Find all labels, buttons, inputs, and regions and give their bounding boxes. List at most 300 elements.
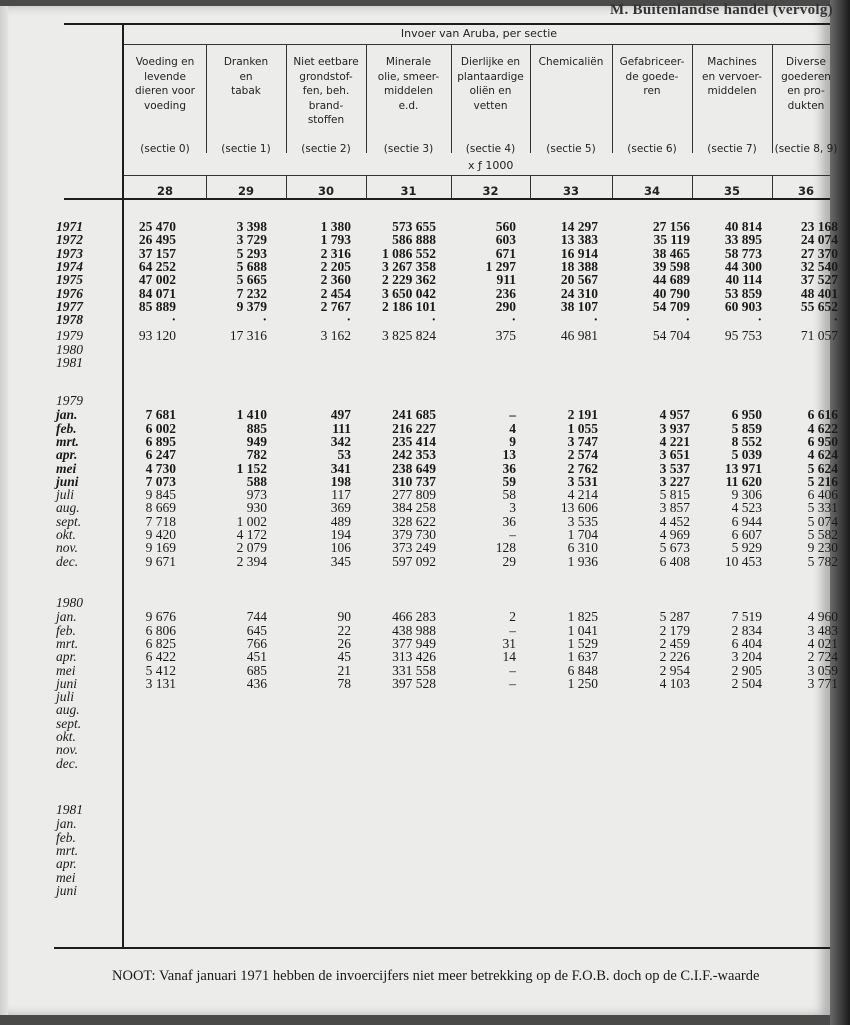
table-cell: 8 669: [145, 500, 176, 516]
row-label: mei: [56, 662, 76, 678]
table-cell: 128: [495, 540, 516, 556]
column-number: 33: [562, 184, 579, 198]
table-cell: 345: [330, 553, 351, 569]
row-label: sept.: [56, 513, 82, 529]
table-cell: 9 671: [145, 553, 176, 569]
table-cell: 5 287: [659, 609, 690, 625]
table-cell: 2 316: [320, 245, 351, 261]
table-cell: 6 404: [731, 635, 762, 651]
table-cell: 38 465: [652, 245, 690, 261]
table-cell: 2 724: [807, 649, 838, 665]
table-cell: 7 718: [145, 513, 176, 529]
table-cell: 2 459: [659, 635, 690, 651]
table-cell: 2 767: [320, 298, 351, 314]
table-cell: 586 888: [392, 232, 436, 248]
table-cell: 4 622: [807, 420, 838, 436]
table-cell: 2 574: [567, 447, 598, 463]
column-number: 30: [317, 184, 334, 198]
table-cell: 46 981: [560, 328, 598, 344]
table-cell: 16 914: [560, 245, 598, 261]
table-cell: 377 949: [392, 635, 436, 651]
table-cell: 341: [330, 460, 351, 476]
row-label: jan.: [56, 609, 77, 625]
table-cell: 27 370: [800, 245, 838, 261]
table-cell: 290: [495, 298, 516, 314]
table-cell: 4: [509, 420, 516, 436]
year-label: 1979: [56, 393, 83, 408]
table-cell: 744: [246, 609, 267, 625]
table-cell: 9 845: [145, 487, 176, 503]
table-cell: 5 039: [731, 447, 762, 463]
table-cell: 375: [495, 328, 516, 344]
table-cell: ·: [262, 312, 267, 328]
table-cell: 949: [246, 433, 267, 449]
unit-rule: [124, 175, 830, 176]
table-cell: 24 074: [800, 232, 838, 248]
table-cell: 436: [246, 675, 267, 691]
table-cell: 235 414: [392, 433, 436, 449]
row-label: aug.: [56, 702, 80, 718]
column-sectie: (sectie 8, 9): [774, 143, 838, 155]
table-cell: 930: [246, 500, 267, 516]
table-cell: 13: [502, 447, 516, 463]
row-label: nov.: [56, 540, 78, 556]
row-label: mei: [56, 460, 77, 476]
row-label: 1980: [56, 341, 83, 357]
table-cell: 466 283: [392, 609, 436, 625]
table-cell: 310 737: [392, 473, 436, 489]
table-cell: 1 380: [320, 219, 351, 234]
table-cell: 5 582: [807, 527, 838, 542]
table-cell: 27 156: [652, 219, 690, 234]
column-number: 29: [237, 184, 254, 198]
table-cell: ·: [593, 312, 598, 328]
table-cell: 6 825: [145, 635, 176, 651]
table-cell: 5 688: [236, 258, 267, 274]
table-cell: 3 650 042: [382, 285, 436, 301]
year-label: 1980: [56, 595, 83, 610]
table-cell: 3 729: [236, 232, 267, 248]
table-cell: 2 226: [659, 649, 690, 665]
table-cell: 1 410: [236, 407, 267, 423]
table-cell: 489: [330, 513, 351, 529]
table-cell: 37 527: [800, 272, 838, 288]
column-number: 34: [643, 184, 660, 198]
table-cell: 47 002: [138, 272, 176, 288]
table-cell: 14 297: [560, 219, 598, 234]
table-cell: 6 002: [145, 420, 176, 436]
table-cell: 3 204: [731, 649, 762, 665]
table-cell: 24 310: [560, 285, 598, 301]
table-cell: 38 107: [560, 298, 598, 314]
table-cell: 20 567: [560, 272, 598, 288]
table-cell: ·: [833, 312, 838, 328]
row-label: sept.: [56, 715, 82, 731]
table-cell: 6 895: [145, 433, 176, 449]
table-cell: 5 624: [807, 460, 838, 476]
super-header: Invoer van Aruba, per sectie: [400, 27, 558, 40]
table-cell: 4 221: [659, 433, 690, 449]
column-number: 31: [400, 184, 417, 198]
table-cell: 4 103: [659, 675, 690, 691]
table-cell: 5 673: [659, 540, 690, 556]
table-cell: 4 214: [567, 487, 598, 503]
column-header: Chemicaliën: [538, 56, 604, 68]
table-cell: 54 704: [652, 328, 690, 344]
row-label: feb.: [56, 420, 77, 436]
table-cell: 573 655: [392, 219, 436, 234]
row-label: feb.: [56, 829, 76, 845]
table-cell: 1 041: [567, 622, 598, 638]
table-cell: 2 179: [659, 622, 690, 638]
row-label: nov.: [56, 742, 78, 758]
table-cell: 48 401: [800, 285, 838, 301]
table-cell: 36: [502, 513, 516, 529]
table-cell: 9: [509, 433, 516, 449]
row-label: feb.: [56, 622, 76, 638]
table-cell: 597 092: [392, 553, 436, 569]
table-cell: 3 398: [236, 219, 267, 234]
column-number: 32: [482, 184, 499, 198]
table-cell: 5 331: [807, 500, 838, 516]
table-cell: 53 859: [724, 285, 762, 301]
table-cell: 331 558: [392, 662, 436, 678]
table-cell: 7 681: [145, 407, 176, 423]
table-cell: 2 186 101: [382, 298, 436, 314]
table-cell: 2 394: [236, 553, 267, 569]
table-cell: 36: [502, 460, 516, 476]
table-cell: 39 598: [652, 258, 690, 274]
table-cell: 2: [509, 609, 516, 625]
table-cell: 198: [330, 473, 351, 489]
table-cell: 560: [495, 219, 516, 234]
table-cell: 4 021: [807, 635, 838, 651]
table-cell: 111: [332, 420, 351, 436]
table-cell: 3 162: [320, 328, 351, 344]
table-cell: 1 825: [567, 609, 598, 625]
column-sectie: (sectie 5): [546, 143, 596, 155]
table-cell: 44 300: [724, 258, 762, 274]
table-cell: 4 523: [731, 500, 762, 516]
table-cell: 21: [337, 662, 351, 678]
table-cell: 23 168: [800, 219, 838, 234]
table-bottom-rule: [54, 947, 830, 949]
table-cell: 6 950: [731, 407, 762, 423]
table-cell: 6 406: [807, 487, 838, 503]
row-label: mrt.: [56, 842, 79, 858]
table-cell: 313 426: [392, 649, 436, 665]
table-cell: 2 360: [320, 272, 351, 288]
table-cell: 3 483: [807, 622, 838, 638]
table-cell: 5 216: [807, 473, 838, 489]
table-cell: 451: [246, 649, 267, 665]
table-cell: 95 753: [724, 328, 762, 344]
table-cell: 2 504: [731, 675, 762, 691]
column-header: Machines en vervoer- middelen: [702, 56, 762, 97]
row-label: 1973: [56, 245, 83, 261]
table-cell: 29: [502, 553, 516, 569]
table-cell: 369: [330, 500, 351, 516]
table-cell: ·: [511, 312, 516, 328]
row-label: aug.: [56, 500, 80, 516]
table-cell: 4 624: [807, 447, 838, 463]
table-cell: 35 119: [653, 232, 690, 248]
table-cell: 5 293: [236, 245, 267, 261]
table-cell: 55 652: [800, 298, 838, 314]
table-cell: –: [509, 407, 516, 423]
table-cell: 45: [337, 649, 351, 665]
table-cell: 17 316: [229, 328, 267, 344]
table-cell: 328 622: [392, 513, 436, 529]
row-label: mei: [56, 869, 76, 885]
table-cell: 9 420: [145, 527, 176, 542]
table-cell: 59: [502, 473, 516, 489]
unit-label: x ƒ 1000: [468, 159, 514, 172]
table-cell: 1 086 552: [382, 245, 436, 261]
table-cell: 26 495: [138, 232, 176, 248]
table-cell: 14: [502, 649, 516, 665]
table-cell: 22: [337, 622, 351, 638]
table-cell: 1 529: [567, 635, 598, 651]
table-cell: 497: [330, 407, 351, 423]
table-cell: 1 793: [320, 232, 351, 248]
table-cell: 973: [246, 487, 267, 503]
row-label: dec.: [56, 553, 79, 569]
table-cell: 885: [246, 420, 267, 436]
table-cell: 4 172: [236, 527, 267, 542]
column-sectie: (sectie 1): [221, 143, 271, 155]
table-cell: 44 689: [652, 272, 690, 288]
table-cell: 342: [330, 433, 351, 449]
table-cell: 7 073: [145, 473, 176, 489]
table-cell: 2 205: [320, 258, 351, 274]
table-cell: 3 227: [659, 473, 690, 489]
table-cell: 13 971: [724, 460, 762, 476]
table-cell: 645: [246, 622, 267, 638]
table-cell: 1 152: [236, 460, 267, 476]
table-cell: 7 232: [236, 285, 267, 301]
table-cell: 6 848: [567, 662, 598, 678]
table-cell: 3 535: [567, 513, 598, 529]
row-label: juni: [56, 882, 78, 898]
table-cell: 54 709: [652, 298, 690, 314]
column-number: 35: [723, 184, 740, 198]
table-cell: 4 969: [659, 527, 690, 542]
table-cell: 2 191: [567, 407, 598, 423]
table-cell: 2 834: [731, 622, 762, 638]
table-cell: 277 809: [392, 487, 436, 503]
table-cell: 9 230: [807, 540, 838, 556]
table-cell: 1 637: [567, 649, 598, 665]
table-cell: 5 859: [731, 420, 762, 436]
table-cell: 2 229 362: [382, 272, 436, 288]
table-cell: 3 937: [659, 420, 690, 436]
table-cell: 6 408: [659, 553, 690, 569]
table-cell: ·: [171, 312, 176, 328]
table-cell: 3 059: [807, 662, 838, 678]
table-cell: 5 929: [731, 540, 762, 556]
table-cell: 685: [246, 662, 267, 678]
table-cell: 242 353: [392, 447, 436, 463]
row-label: okt.: [56, 527, 76, 542]
super-header-rule: [124, 44, 830, 45]
table-cell: –: [509, 622, 516, 638]
table-cell: 32 540: [800, 258, 838, 274]
table-cell: 6 422: [145, 649, 176, 665]
table-cell: 84 071: [138, 285, 176, 301]
table-cell: 4 452: [659, 513, 690, 529]
table-cell: 2 079: [236, 540, 267, 556]
row-label: 1981: [56, 355, 83, 370]
footnote: NOOT: Vanaf januari 1971 hebben de invoercijfers niet meer betrekking op de F.O.B. doch op de C.I.F.-waarde: [112, 968, 760, 984]
row-label: dec.: [56, 755, 79, 771]
column-sectie: (sectie 4): [465, 143, 516, 155]
row-label: jan.: [56, 407, 78, 423]
table-cell: 3 651: [659, 447, 690, 463]
row-label: juni: [56, 675, 78, 691]
table-cell: 53: [337, 447, 351, 463]
table-cell: ·: [431, 312, 436, 328]
table-cell: 117: [331, 487, 351, 503]
table-cell: 782: [246, 447, 267, 463]
table-cell: 106: [330, 540, 351, 556]
table-cell: 3 531: [567, 473, 598, 489]
running-head: M. Buitenlandse handel (vervolg): [610, 2, 833, 18]
row-label: 1979: [56, 328, 83, 344]
table-cell: 2 454: [320, 285, 351, 301]
table-cell: 5 782: [807, 553, 838, 569]
table-cell: 4 957: [659, 407, 690, 423]
table-cell: 25 470: [138, 219, 176, 234]
table-cell: 6 616: [807, 407, 838, 423]
table-cell: ·: [685, 312, 690, 328]
table-cell: 85 889: [138, 298, 176, 314]
table-cell: 3 825 824: [382, 328, 436, 344]
table-cell: 6 806: [145, 622, 176, 638]
row-label: 1974: [56, 258, 83, 274]
row-label: mrt.: [56, 635, 79, 651]
table-cell: 9 379: [236, 298, 267, 314]
column-number: 28: [156, 184, 173, 198]
table-cell: 9 306: [731, 487, 762, 503]
table-cell: 11 620: [725, 473, 762, 489]
table-cell: 3 131: [145, 675, 176, 691]
table-cell: 40 114: [725, 272, 762, 288]
table-cell: 588: [246, 473, 267, 489]
row-label: okt.: [56, 729, 76, 744]
table-cell: 766: [246, 635, 267, 651]
table-cell: 58: [502, 487, 516, 503]
table-cell: 40 814: [724, 219, 762, 234]
year-label: 1981: [56, 802, 83, 817]
column-header: Dierlijke en plantaardige oliën en vetten: [457, 56, 524, 112]
header-bottom-rule: [64, 198, 830, 200]
table-cell: 397 528: [392, 675, 436, 691]
table-cell: 911: [496, 272, 516, 288]
table-cell: 3: [509, 500, 516, 516]
row-label: 1972: [56, 232, 83, 248]
table-top-rule: [64, 23, 830, 25]
table-cell: –: [509, 662, 516, 678]
row-label: jan.: [56, 816, 77, 832]
table-cell: 6 247: [145, 447, 176, 463]
table-cell: 4 730: [145, 460, 176, 476]
column-number: 36: [797, 184, 814, 198]
table-cell: 93 120: [138, 328, 176, 344]
table-cell: 5 074: [807, 513, 838, 529]
table-cell: ·: [346, 312, 351, 328]
table-cell: 438 988: [392, 622, 436, 638]
table-cell: 26: [337, 635, 351, 651]
column-header: Niet eetbare grondstof- fen, beh. brand- stoffen: [293, 56, 359, 126]
table-cell: 6 944: [731, 513, 762, 529]
table-cell: 2 905: [731, 662, 762, 678]
row-label: 1978: [56, 312, 83, 328]
table-cell: 13 383: [560, 232, 598, 248]
table-cell: –: [509, 675, 516, 691]
table-cell: 3 267 358: [382, 258, 436, 274]
row-label: apr.: [56, 649, 77, 665]
row-label: 1971: [56, 219, 83, 234]
table-cell: 9 676: [145, 609, 176, 625]
table-cell: 603: [495, 232, 516, 248]
table-cell: 40 790: [652, 285, 690, 301]
column-sectie: (sectie 6): [627, 143, 677, 155]
stub-divider: [122, 23, 124, 948]
table-cell: 6 950: [807, 433, 838, 449]
table-cell: 2 762: [567, 460, 598, 476]
table-cell: 60 903: [724, 298, 762, 314]
table-cell: 3 747: [567, 433, 598, 449]
column-header: Minerale olie, smeer- middelen e.d.: [377, 56, 440, 112]
table-cell: 13 606: [560, 500, 598, 516]
table-cell: 384 258: [392, 500, 436, 516]
table-cell: 7 519: [731, 609, 762, 625]
table-cell: 6 607: [731, 527, 762, 542]
table-cell: 379 730: [392, 527, 436, 542]
table-cell: 238 649: [392, 460, 436, 476]
table-cell: 31: [502, 635, 516, 651]
column-sectie: (sectie 2): [301, 143, 351, 155]
column-header: Diverse goederen en pro- dukten: [781, 56, 831, 112]
table-cell: 671: [495, 245, 516, 261]
table-cell: 216 227: [392, 420, 436, 436]
table-cell: 3 857: [659, 500, 690, 516]
table-cell: 1 250: [567, 675, 598, 691]
row-label: apr.: [56, 447, 78, 463]
table-cell: 3 771: [807, 675, 838, 691]
table-cell: 37 157: [138, 245, 176, 261]
column-header: Dranken en tabak: [223, 56, 269, 97]
row-label: 1977: [56, 298, 83, 314]
table-cell: 1 297: [485, 258, 516, 274]
table-cell: –: [509, 527, 516, 542]
table-cell: 64 252: [138, 258, 176, 274]
row-label: juli: [56, 487, 75, 503]
table-cell: 5 412: [145, 662, 176, 678]
table-cell: 78: [337, 675, 351, 691]
table-cell: 33 895: [724, 232, 762, 248]
table-cell: 6 310: [567, 540, 598, 556]
table-cell: 8 552: [731, 433, 762, 449]
row-label: juli: [56, 689, 75, 705]
table-cell: 90: [337, 609, 351, 625]
table-cell: 71 057: [800, 328, 838, 344]
column-sectie: (sectie 7): [707, 143, 757, 155]
row-label: juni: [56, 473, 79, 489]
table-cell: 3 537: [659, 460, 690, 476]
row-label: 1975: [56, 272, 83, 288]
